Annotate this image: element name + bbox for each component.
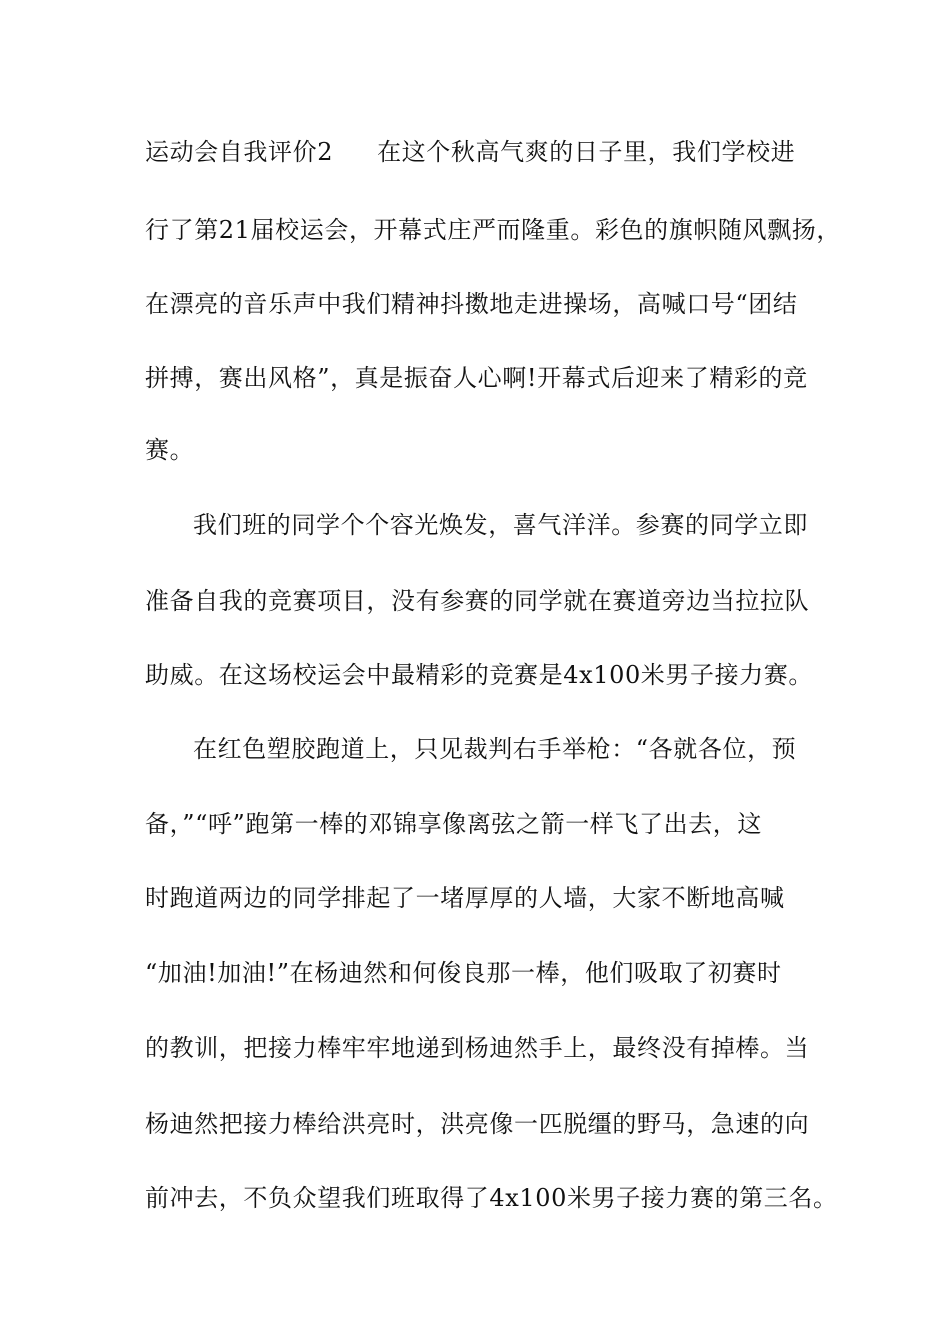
text-line-5: 赛。 (145, 436, 195, 464)
text-line-9: 在红色塑胶跑道上，只见裁判右手举枪：“各就各位，预 (193, 735, 797, 763)
text-line-14: 杨迪然把接力棒给洪亮时，洪亮像一匹脱缰的野马，急速的向 (145, 1110, 810, 1138)
text-line-4: 拼搏，赛出风格”，真是振奋人心啊!开幕式后迎来了精彩的竞 (145, 364, 808, 392)
text-line-7: 准备自我的竞赛项目，没有参赛的同学就在赛道旁边当拉拉队 (145, 587, 810, 615)
text-line-3: 在漂亮的音乐声中我们精神抖擞地走进操场，高喊口号“团结 (145, 290, 798, 318)
paragraph-1-start: 在这个秋高气爽的日子里，我们学校进 (377, 138, 796, 166)
text-line-2: 行了第21届校运会，开幕式庄严而隆重。彩色的旗帜随风飘扬， (145, 216, 841, 244)
text-line-6: 我们班的同学个个容光焕发，喜气洋洋。参赛的同学立即 (193, 511, 808, 539)
document-title: 运动会自我评价2 (145, 138, 334, 166)
text-line-10: 备，”“呼”跑第一棒的邓锦享像离弦之箭一样飞了出去，这 (145, 810, 763, 838)
text-line-8: 助威。在这场校运会中最精彩的竞赛是4x100米男子接力赛。 (145, 661, 814, 689)
text-line-13: 的教训，把接力棒牢牢地递到杨迪然手上，最终没有掉棒。当 (145, 1034, 810, 1062)
text-line-11: 时跑道两边的同学排起了一堵厚厚的人墙，大家不断地高喊 (145, 884, 785, 912)
text-line-1 (145, 132, 795, 172)
text-line-15: 前冲去，不负众望我们班取得了4x100米男子接力赛的第三名。 (145, 1184, 838, 1212)
text-line-12: “加油!加油!”在杨迪然和何俊良那一棒，他们吸取了初赛时 (145, 959, 782, 987)
